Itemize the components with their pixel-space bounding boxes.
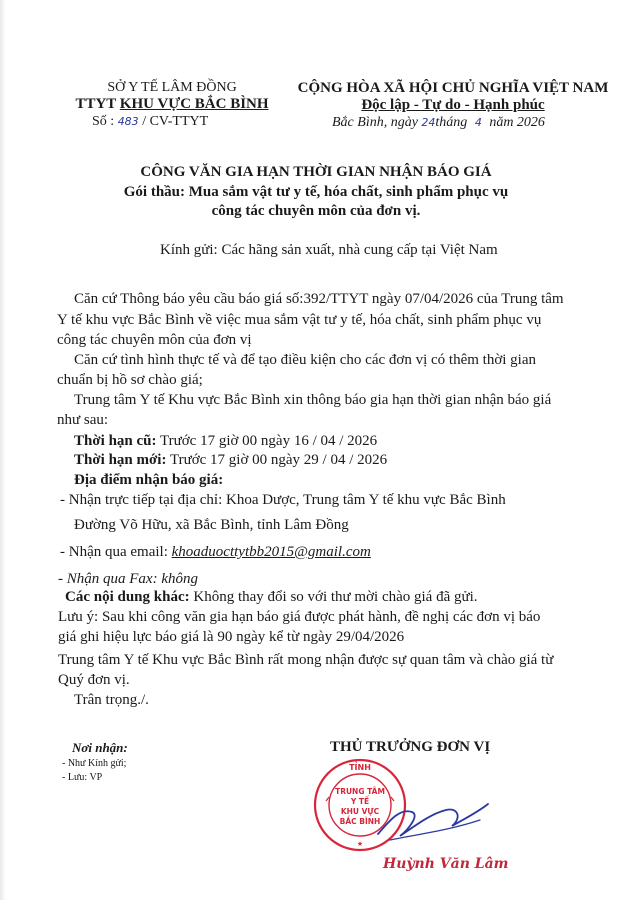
body-p3-line1: Trung tâm Y tế Khu vực Bắc Bình xin thông báo gia hạn thời gian nhận báo giá xyxy=(74,392,552,408)
stamp-line-4: BẮC BÌNH xyxy=(339,817,381,826)
recipient-line: Kính gửi: Các hãng sản xuất, nhà cung cấp tại Việt Nam xyxy=(160,242,498,258)
new-deadline: Thời hạn mới: Trước 17 giờ 00 ngày 29 / 04 / 2026 xyxy=(74,452,388,468)
national-motto: Độc lập - Tự do - Hạnh phúc xyxy=(361,97,545,113)
old-deadline: Thời hạn cũ: Trước 17 giờ 00 ngày 16 / 04 / 2026 xyxy=(74,433,378,449)
fax-line: - Nhận qua Fax: không xyxy=(58,571,198,587)
stamp-line-2: Y TẾ xyxy=(350,797,370,806)
email-link[interactable]: khoaduocttytbb2015@gmail.com xyxy=(171,544,371,560)
department-name: SỞ Y TẾ LÂM ĐỒNG xyxy=(107,80,237,95)
stamp-line-1: TRUNG TÂM xyxy=(335,787,385,796)
handwritten-number: 483 xyxy=(117,115,139,128)
email-line: - Nhận qua email: khoaduocttytbb2015@gmail.com xyxy=(60,544,371,560)
signature-scribble-icon xyxy=(360,790,500,850)
body-p1-line1: Căn cứ Thông báo yêu cầu báo giá số:392/TTYT ngày 07/04/2026 của Trung tâm xyxy=(74,291,564,307)
document-title: CÔNG VĂN GIA HẠN THỜI GIAN NHẬN BÁO GIÁ xyxy=(140,164,492,180)
note-line1: Lưu ý: Sau khi công văn gia hạn báo giá được phát hành, đề nghị các đơn vị báo xyxy=(58,609,541,625)
signer-name: Huỳnh Văn Lâm xyxy=(383,856,509,872)
organization-name: TTYT KHU VỰC BẮC BÌNH xyxy=(75,96,269,112)
document-number: Số : 483 / CV-TTYT xyxy=(92,114,209,129)
recipient-item-2: - Lưu: VP xyxy=(62,772,103,783)
recipient-item-1: - Như Kính gửi; xyxy=(62,758,127,769)
other-content: Các nội dung khác: Không thay đổi so với thư mời chào giá đã gửi. xyxy=(65,589,478,605)
location-direct-line2: Đường Võ Hữu, xã Bắc Bình, tỉnh Lâm Đồng xyxy=(74,517,349,533)
package-title-line1: Gói thầu: Mua sắm vật tư y tế, hóa chất, sinh phẩm phục vụ xyxy=(123,184,509,200)
body-p1-line3: công tác chuyên môn của đơn vị xyxy=(57,332,252,348)
package-title-line2: công tác chuyên môn của đơn vị. xyxy=(211,203,421,219)
location-heading: Địa điểm nhận báo giá: xyxy=(74,472,224,488)
location-direct-line1: - Nhận trực tiếp tại địa chỉ: Khoa Dược, Trung tâm Y tế khu vực Bắc Bình xyxy=(60,492,506,508)
closing-line2: Quý đơn vị. xyxy=(58,672,130,688)
svg-text:★: ★ xyxy=(356,840,364,848)
signatory-title: THỦ TRƯỞNG ĐƠN VỊ xyxy=(330,739,491,755)
closing-line1: Trung tâm Y tế Khu vực Bắc Bình rất mong nhận được sự quan tâm và chào giá từ xyxy=(58,652,554,668)
note-line2: giá ghi hiệu lực báo giá là 90 ngày kể từ ngày 29/04/2026 xyxy=(58,629,405,645)
body-p1-line2: Y tế khu vực Bắc Bình về việc mua sắm vật tư y tế, hóa chất, sinh phẩm phục vụ xyxy=(57,312,542,328)
stamp-line-3: KHU VỰC xyxy=(340,807,380,816)
stamp-ring-top: TỈNH xyxy=(349,763,371,772)
nation-title: CỘNG HÒA XÃ HỘI CHỦ NGHĨA VIỆT NAM xyxy=(297,80,609,96)
signature xyxy=(360,790,500,850)
scan-edge-shadow xyxy=(0,0,6,900)
regards-line: Trân trọng./. xyxy=(74,692,149,708)
body-p2-line1: Căn cứ tình hình thực tế và để tạo điều kiện cho các đơn vị có thêm thời gian xyxy=(74,352,536,368)
body-p3-line2: như sau: xyxy=(57,412,109,428)
recipients-heading: Nơi nhận: xyxy=(72,740,128,755)
document-date: Bắc Bình, ngày 24tháng 4 năm 2026 xyxy=(332,115,545,130)
body-p2-line2: chuẩn bị hồ sơ chào giá; xyxy=(57,372,203,388)
